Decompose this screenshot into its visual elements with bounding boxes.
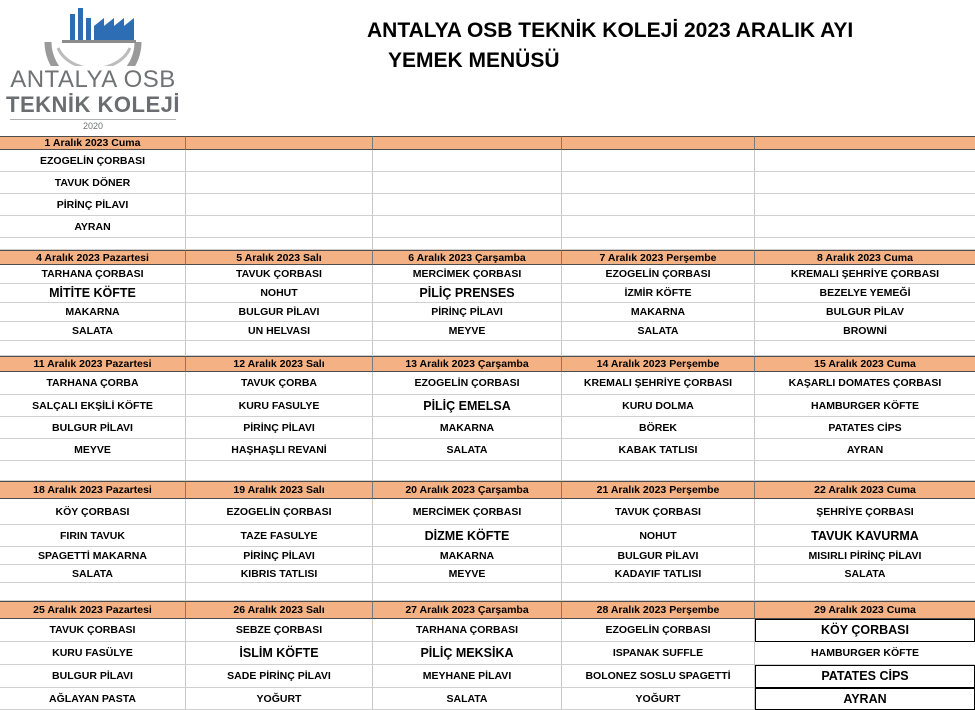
menu-item-cell: PİLİÇ MEKSİKA — [373, 642, 562, 665]
menu-item-cell — [562, 216, 755, 238]
day-date-header: 25 Aralık 2023 Pazartesi — [0, 601, 186, 619]
menu-item-cell: BÖREK — [562, 417, 755, 439]
menu-item-cell: BROWNİ — [755, 322, 975, 341]
menu-item-cell: UN HELVASI — [186, 322, 373, 341]
menu-item-cell: EZOGELİN ÇORBASI — [186, 499, 373, 525]
spacer-row — [0, 238, 975, 250]
menu-item-cell — [755, 150, 975, 172]
empty-cell — [562, 238, 755, 250]
menu-item-cell: SALATA — [0, 322, 186, 341]
menu-item-cell: BULGUR PİLAV — [755, 303, 975, 322]
empty-cell — [562, 583, 755, 601]
menu-item-cell: KADAYIF TATLISI — [562, 565, 755, 583]
menu-item-row — [0, 395, 975, 417]
menu-item-cell: NOHUT — [186, 284, 373, 303]
college-logo — [0, 0, 186, 134]
menu-item-row — [0, 322, 975, 341]
menu-item-cell: KREMALI ŞEHRİYE ÇORBASI — [755, 265, 975, 284]
menu-item-cell: MERCİMEK ÇORBASI — [373, 499, 562, 525]
menu-item-cell: HAMBURGER KÖFTE — [755, 395, 975, 417]
week-header-row — [0, 136, 975, 150]
menu-item-row — [0, 665, 975, 688]
menu-item-row — [0, 303, 975, 322]
empty-cell — [373, 238, 562, 250]
menu-item-cell: SALATA — [0, 565, 186, 583]
empty-cell — [755, 238, 975, 250]
empty-cell — [0, 341, 186, 356]
menu-item-cell: PİRİNÇ PİLAVI — [186, 547, 373, 565]
menu-item-cell: KÖY ÇORBASI — [755, 619, 975, 642]
menu-item-cell: SALATA — [755, 565, 975, 583]
menu-item-cell: YOĞURT — [186, 688, 373, 710]
menu-item-cell: AĞLAYAN PASTA — [0, 688, 186, 710]
menu-item-cell: TAVUK ÇORBASI — [562, 499, 755, 525]
menu-item-row — [0, 439, 975, 461]
menu-item-cell: HAMBURGER KÖFTE — [755, 642, 975, 665]
menu-item-row — [0, 688, 975, 710]
day-date-header: 12 Aralık 2023 Salı — [186, 356, 373, 372]
day-date-header: 26 Aralık 2023 Salı — [186, 601, 373, 619]
menu-item-row — [0, 619, 975, 642]
menu-item-cell: MEYVE — [373, 322, 562, 341]
menu-item-cell: MAKARNA — [373, 547, 562, 565]
day-date-header: 1 Aralık 2023 Cuma — [0, 136, 186, 150]
menu-item-cell: PİLİÇ PRENSES — [373, 284, 562, 303]
empty-cell — [186, 583, 373, 601]
menu-item-cell: TAVUK ÇORBA — [186, 372, 373, 395]
empty-cell — [755, 583, 975, 601]
empty-cell — [186, 238, 373, 250]
empty-cell — [373, 341, 562, 356]
logo-emblem-icon — [38, 2, 148, 66]
day-date-header: 14 Aralık 2023 Perşembe — [562, 356, 755, 372]
menu-item-cell: FIRIN TAVUK — [0, 525, 186, 547]
menu-item-cell: MEYHANE PİLAVI — [373, 665, 562, 688]
page-title-line1: ANTALYA OSB TEKNİK KOLEJİ 2023 ARALIK AYI — [367, 19, 854, 42]
menu-item-cell: PİLİÇ EMELSA — [373, 395, 562, 417]
empty-cell — [562, 461, 755, 481]
menu-item-cell: SALATA — [373, 688, 562, 710]
day-date-header: 13 Aralık 2023 Çarşamba — [373, 356, 562, 372]
day-date-header — [186, 136, 373, 150]
menu-item-cell: MAKARNA — [373, 417, 562, 439]
menu-item-row — [0, 284, 975, 303]
menu-item-cell: PİRİNÇ PİLAVI — [186, 417, 373, 439]
menu-item-cell: SPAGETTİ MAKARNA — [0, 547, 186, 565]
menu-item-cell: İZMİR KÖFTE — [562, 284, 755, 303]
menu-item-cell: KABAK TATLISI — [562, 439, 755, 461]
day-date-header: 28 Aralık 2023 Perşembe — [562, 601, 755, 619]
menu-item-cell: BULGUR PİLAVI — [186, 303, 373, 322]
menu-item-cell: YOĞURT — [562, 688, 755, 710]
menu-item-cell: MAKARNA — [562, 303, 755, 322]
menu-item-cell: AYRAN — [755, 688, 975, 710]
menu-item-cell: MEYVE — [373, 565, 562, 583]
menu-item-row — [0, 565, 975, 583]
logo-name-line1: ANTALYA OSB — [10, 66, 176, 93]
menu-item-cell: SALÇALI EKŞİLİ KÖFTE — [0, 395, 186, 417]
menu-item-cell: TAVUK ÇORBASI — [186, 265, 373, 284]
day-date-header: 5 Aralık 2023 Salı — [186, 250, 373, 265]
menu-item-cell — [373, 194, 562, 216]
empty-cell — [0, 461, 186, 481]
menu-item-cell: SEBZE ÇORBASI — [186, 619, 373, 642]
day-date-header — [755, 136, 975, 150]
menu-item-cell — [562, 194, 755, 216]
menu-item-cell: SALATA — [373, 439, 562, 461]
menu-item-cell: EZOGELİN ÇORBASI — [373, 372, 562, 395]
menu-item-cell — [186, 216, 373, 238]
week-header-row — [0, 250, 975, 265]
menu-item-cell: MISIRLI PİRİNÇ PİLAVI — [755, 547, 975, 565]
spacer-row — [0, 341, 975, 356]
empty-cell — [373, 583, 562, 601]
day-date-header — [562, 136, 755, 150]
menu-item-cell: SADE PİRİNÇ PİLAVI — [186, 665, 373, 688]
empty-cell — [186, 461, 373, 481]
menu-item-cell: PİRİNÇ PİLAVI — [0, 194, 186, 216]
menu-item-row — [0, 417, 975, 439]
menu-item-cell: TAZE FASULYE — [186, 525, 373, 547]
menu-item-row — [0, 216, 975, 238]
day-date-header: 4 Aralık 2023 Pazartesi — [0, 250, 186, 265]
menu-item-cell: KAŞARLI DOMATES ÇORBASI — [755, 372, 975, 395]
spacer-row — [0, 461, 975, 481]
menu-item-cell: EZOGELİN ÇORBASI — [562, 619, 755, 642]
menu-item-cell: İSLİM KÖFTE — [186, 642, 373, 665]
empty-cell — [0, 238, 186, 250]
week-header-row — [0, 601, 975, 619]
empty-cell — [0, 583, 186, 601]
menu-item-cell: ISPANAK SUFFLE — [562, 642, 755, 665]
day-date-header: 29 Aralık 2023 Cuma — [755, 601, 975, 619]
menu-item-cell — [755, 172, 975, 194]
menu-item-row — [0, 642, 975, 665]
menu-item-cell: MERCİMEK ÇORBASI — [373, 265, 562, 284]
week-header-row — [0, 481, 975, 499]
logo-divider — [10, 119, 176, 120]
day-date-header: 18 Aralık 2023 Pazartesi — [0, 481, 186, 499]
menu-item-cell: TAVUK KAVURMA — [755, 525, 975, 547]
menu-item-cell: KÖY ÇORBASI — [0, 499, 186, 525]
menu-item-cell: NOHUT — [562, 525, 755, 547]
menu-item-row — [0, 499, 975, 525]
menu-item-cell: MAKARNA — [0, 303, 186, 322]
menu-item-cell: KREMALI ŞEHRİYE ÇORBASI — [562, 372, 755, 395]
menu-item-cell: BEZELYE YEMEĞİ — [755, 284, 975, 303]
menu-item-cell — [562, 150, 755, 172]
menu-item-cell — [373, 172, 562, 194]
spacer-row — [0, 583, 975, 601]
day-date-header: 15 Aralık 2023 Cuma — [755, 356, 975, 372]
menu-item-cell: BULGUR PİLAVI — [562, 547, 755, 565]
menu-item-cell: DİZME KÖFTE — [373, 525, 562, 547]
menu-item-cell — [186, 150, 373, 172]
menu-item-cell — [755, 216, 975, 238]
menu-item-cell: BULGUR PİLAVI — [0, 417, 186, 439]
menu-item-cell: TARHANA ÇORBASI — [373, 619, 562, 642]
empty-cell — [562, 341, 755, 356]
day-date-header: 11 Aralık 2023 Pazartesi — [0, 356, 186, 372]
week-header-row — [0, 356, 975, 372]
day-date-header: 8 Aralık 2023 Cuma — [755, 250, 975, 265]
menu-item-cell — [373, 216, 562, 238]
menu-item-cell: TARHANA ÇORBASI — [0, 265, 186, 284]
menu-item-cell: MİTİTE KÖFTE — [0, 284, 186, 303]
empty-cell — [373, 461, 562, 481]
menu-item-cell: ŞEHRİYE ÇORBASI — [755, 499, 975, 525]
menu-item-cell: KURU DOLMA — [562, 395, 755, 417]
menu-item-cell: PİRİNÇ PİLAVI — [373, 303, 562, 322]
day-date-header: 27 Aralık 2023 Çarşamba — [373, 601, 562, 619]
menu-item-cell: AYRAN — [755, 439, 975, 461]
menu-item-cell — [562, 172, 755, 194]
empty-cell — [755, 341, 975, 356]
menu-item-row — [0, 265, 975, 284]
menu-item-cell — [755, 194, 975, 216]
menu-item-row — [0, 172, 975, 194]
empty-cell — [186, 341, 373, 356]
menu-item-cell: TAVUK ÇORBASI — [0, 619, 186, 642]
menu-item-cell: KIBRIS TATLISI — [186, 565, 373, 583]
menu-item-cell: KURU FASÜLYE — [0, 642, 186, 665]
day-date-header: 19 Aralık 2023 Salı — [186, 481, 373, 499]
day-date-header — [373, 136, 562, 150]
page-title-line2: YEMEK MENÜSÜ — [388, 49, 560, 72]
logo-year: 2020 — [82, 121, 104, 131]
menu-item-cell: AYRAN — [0, 216, 186, 238]
menu-item-cell: EZOGELİN ÇORBASI — [0, 150, 186, 172]
menu-item-cell: BOLONEZ SOSLU SPAGETTİ — [562, 665, 755, 688]
menu-item-row — [0, 547, 975, 565]
menu-item-cell — [186, 194, 373, 216]
menu-item-row — [0, 525, 975, 547]
menu-item-cell: PATATES CİPS — [755, 665, 975, 688]
day-date-header: 21 Aralık 2023 Perşembe — [562, 481, 755, 499]
day-date-header: 6 Aralık 2023 Çarşamba — [373, 250, 562, 265]
logo-name-line2: TEKNİK KOLEJİ — [6, 92, 180, 117]
day-date-header: 7 Aralık 2023 Perşembe — [562, 250, 755, 265]
menu-item-cell — [186, 172, 373, 194]
menu-item-cell: TARHANA ÇORBA — [0, 372, 186, 395]
menu-item-cell: KURU FASULYE — [186, 395, 373, 417]
menu-item-cell: SALATA — [562, 322, 755, 341]
day-date-header: 22 Aralık 2023 Cuma — [755, 481, 975, 499]
menu-item-row — [0, 372, 975, 395]
menu-item-row — [0, 150, 975, 172]
empty-cell — [755, 461, 975, 481]
menu-item-cell: PATATES CİPS — [755, 417, 975, 439]
menu-item-cell: BULGUR PİLAVI — [0, 665, 186, 688]
menu-item-row — [0, 194, 975, 216]
menu-item-cell: HAŞHAŞLI REVANİ — [186, 439, 373, 461]
day-date-header: 20 Aralık 2023 Çarşamba — [373, 481, 562, 499]
menu-item-cell: MEYVE — [0, 439, 186, 461]
menu-item-cell — [373, 150, 562, 172]
menu-item-cell: TAVUK DÖNER — [0, 172, 186, 194]
menu-item-cell: EZOGELİN ÇORBASI — [562, 265, 755, 284]
